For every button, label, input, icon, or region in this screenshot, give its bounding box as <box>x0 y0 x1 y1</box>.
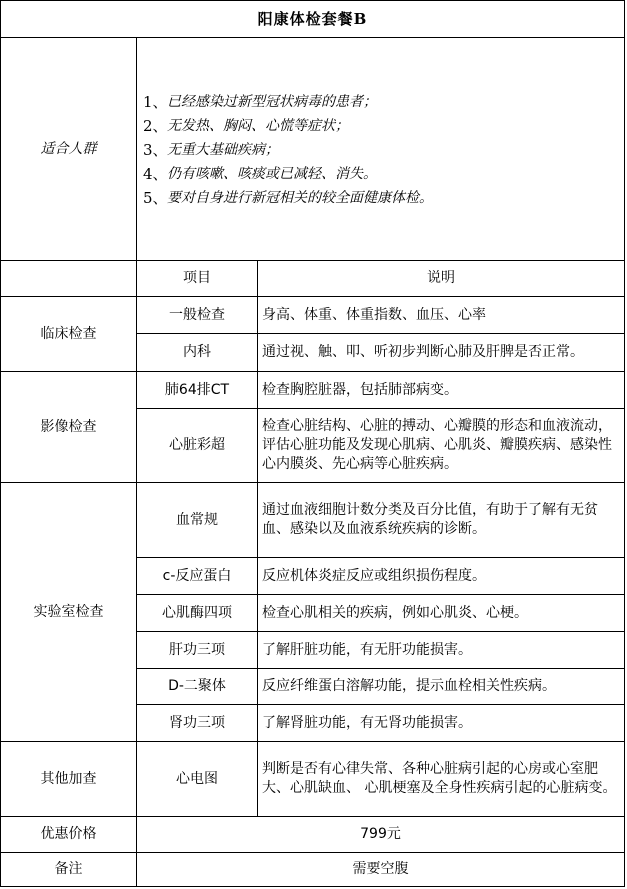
table-row-desc: 通过血液细胞计数分类及百分比值，有助于了解有无贫血、感染以及血液系统疾病的诊断。 <box>258 483 624 558</box>
list-item: 5、 要对自身进行新冠相关的较全面健康体检。 <box>143 189 433 207</box>
table-row-item: 血常规 <box>137 483 258 558</box>
table-row-desc: 判断是否有心律失常、各种心脏病引起的心房或心室肥大、心肌缺血、 心肌梗塞及全身性疾病引起的心脏病变。 <box>258 742 624 817</box>
section-imaging: 影像检查 <box>1 372 137 483</box>
list-item: 1、 已经感染过新型冠状病毒的患者； <box>143 93 377 111</box>
table-row-item: 内科 <box>137 334 258 372</box>
table-row-item: 肝功三项 <box>137 632 258 669</box>
table-row-desc: 身高、体重、体重指数、血压、心率 <box>258 297 624 334</box>
table-row-desc: 了解肝脏功能，有无肝功能损害。 <box>258 632 624 669</box>
table-row-item: 心电图 <box>137 742 258 817</box>
section-clinical: 临床检查 <box>1 297 137 372</box>
price-value: 799元 <box>137 817 624 853</box>
target-group-list <box>137 38 624 261</box>
table-row-item: 一般检查 <box>137 297 258 334</box>
header-blank <box>1 261 137 297</box>
target-group-label: 适合人群 <box>1 38 137 261</box>
remark-value: 需要空腹 <box>352 861 409 877</box>
table-row-item: D-二聚体 <box>137 669 258 705</box>
table-row-item: 心脏彩超 <box>137 409 258 483</box>
table-row-desc: 检查心肌相关的疾病，例如心肌炎、心梗。 <box>258 595 624 632</box>
table-row-item: 肺64排CT <box>137 372 258 409</box>
list-item: 2、 无发热、胸闷、心慌等症状； <box>143 117 349 135</box>
table-row-item: 肾功三项 <box>137 705 258 742</box>
section-other: 其他加查 <box>1 742 137 817</box>
list-item: 3、 无重大基础疾病； <box>143 141 279 159</box>
table-row-desc: 了解肾脏功能，有无肾功能损害。 <box>258 705 624 742</box>
price-label: 优惠价格 <box>1 817 137 853</box>
section-lab: 实验室检查 <box>1 483 137 742</box>
table-row-desc: 检查胸腔脏器，包括肺部病变。 <box>258 372 624 409</box>
table-row-item: 心肌酶四项 <box>137 595 258 632</box>
table-row-desc: 通过视、触、叩、听初步判断心肺及肝脾是否正常。 <box>258 334 624 372</box>
header-item: 项目 <box>137 261 258 297</box>
list-item: 4、 仍有咳嗽、咳痰或已减轻、消失。 <box>143 165 377 183</box>
table-row-item: c-反应蛋白 <box>137 558 258 595</box>
table-title: 阳康体检套餐B <box>1 1 624 38</box>
remark-label: 备注 <box>1 853 137 886</box>
table-row-desc: 反应纤维蛋白溶解功能，提示血栓相关性疾病。 <box>258 669 624 705</box>
table-row-desc: 反应机体炎症反应或组织损伤程度。 <box>258 558 624 595</box>
header-desc: 说明 <box>258 261 624 297</box>
table-row-desc: 检查心脏结构、心脏的搏动、心瓣膜的形态和血液流动，评估心脏功能及发现心肌病、心肌炎、瓣膜疾病、感染性心内膜炎、先心病等心脏疾病。 <box>258 409 624 483</box>
